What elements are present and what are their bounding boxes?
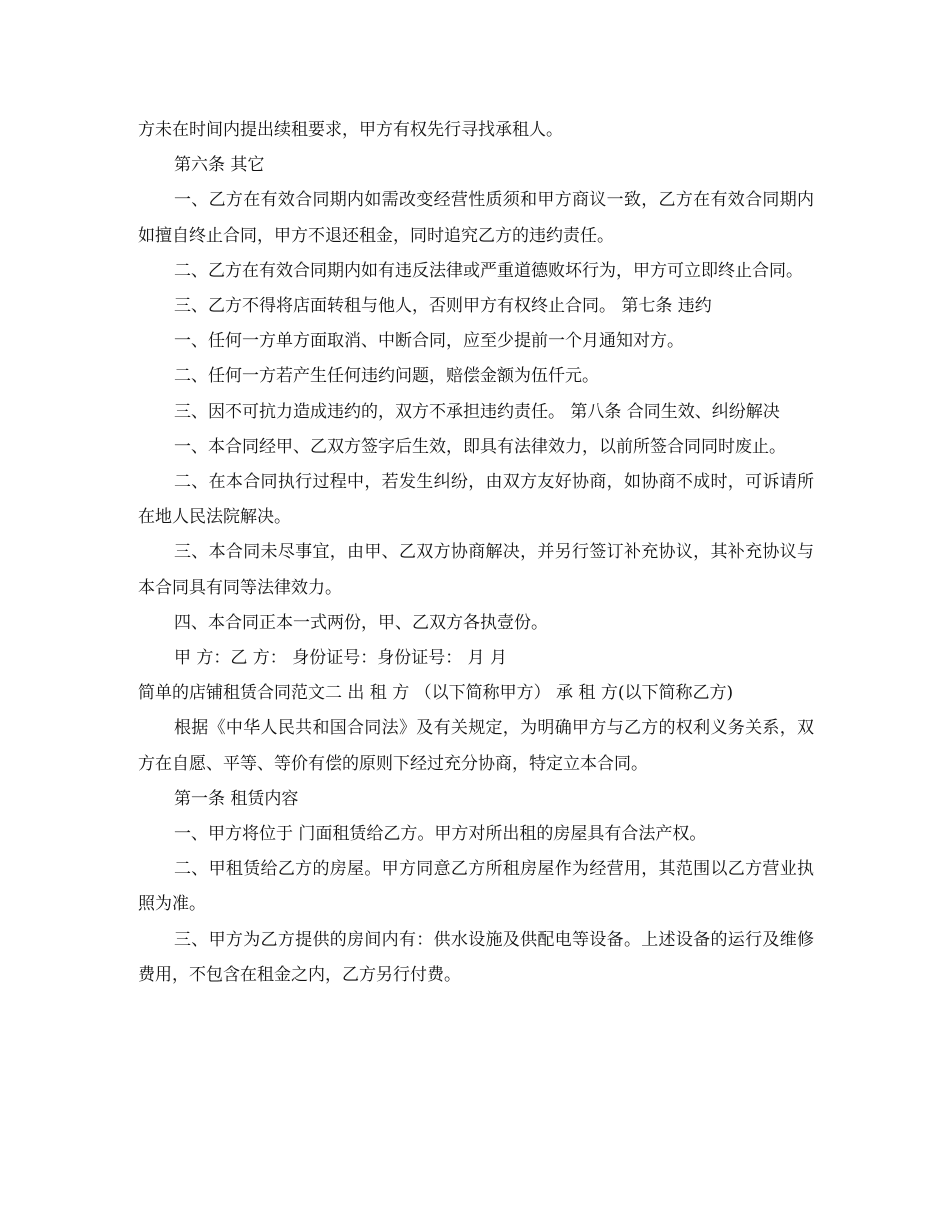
article-8-item-4: 四、本合同正本一式两份，甲、乙双方各执壹份。 <box>174 612 548 633</box>
article-6-item-3: 三、乙方不得将店面转租与他人，否则甲方有权终止合同。 第七条 违约 <box>174 296 712 317</box>
article-6-item-2: 二、乙方在有效合同期内如有违反法律或严重道德败坏行为，甲方可立即终止合同。 <box>174 260 803 281</box>
paragraph-renewal-clause: 方未在时间内提出续租要求，甲方有权先行寻找承租人。 <box>138 120 563 140</box>
document-page <box>138 113 814 993</box>
article-7-item-1: 一、任何一方单方面取消、中断合同，应至少提前一个月通知对方。 <box>174 331 684 352</box>
article-8-item-1: 一、本合同经甲、乙双方签字后生效，即具有法律效力，以前所签合同同时废止。 <box>174 436 786 457</box>
signature-line: 甲 方：乙 方： 身份证号：身份证号： 月 月 <box>174 648 508 669</box>
article-1-item-3: 三、甲方为乙方提供的房间内有：供水设施及供配电等设备。上述设备的运行及维修费用，不包含在租金之内，乙方另行付费。 <box>138 929 814 985</box>
article-1-heading: 第一条 租赁内容 <box>174 788 299 809</box>
article-1-item-1: 一、甲方将位于 门面租赁给乙方。甲方对所出租的房屋具有合法产权。 <box>174 824 707 845</box>
article-6-heading: 第六条 其它 <box>174 155 265 176</box>
article-6-item-1: 一、乙方在有效合同期内如需改变经营性质须和甲方商议一致，乙方在有效合同期内如擅自终止合同，甲方不退还租金，同时追究乙方的违约责任。 <box>138 190 814 246</box>
second-contract-title: 简单的店铺租赁合同范文二 出 租 方 （以下简称甲方） 承 租 方(以下简称乙方) <box>138 683 734 704</box>
article-8-item-2: 二、在本合同执行过程中，若发生纠纷，由双方友好协商，如协商不成时，可诉请所在地人民法院解决。 <box>138 472 814 528</box>
article-7-item-3: 三、因不可抗力造成违约的，双方不承担违约责任。 第八条 合同生效、纠纷解决 <box>174 401 780 422</box>
contract-preamble: 根据《中华人民共和国合同法》及有关规定，为明确甲方与乙方的权利义务关系，双方在自愿、平等、等价有偿的原则下经过充分协商，特定立本合同。 <box>138 718 814 774</box>
article-1-item-2: 二、甲租赁给乙方的房屋。甲方同意乙方所租房屋作为经营用，其范围以乙方营业执照为准。 <box>138 859 814 915</box>
article-7-item-2: 二、任何一方若产生任何违约问题，赔偿金额为伍仟元。 <box>174 366 599 387</box>
article-8-item-3: 三、本合同未尽事宜，由甲、乙双方协商解决，并另行签订补充协议，其补充协议与本合同具有同等法律效力。 <box>138 542 814 598</box>
